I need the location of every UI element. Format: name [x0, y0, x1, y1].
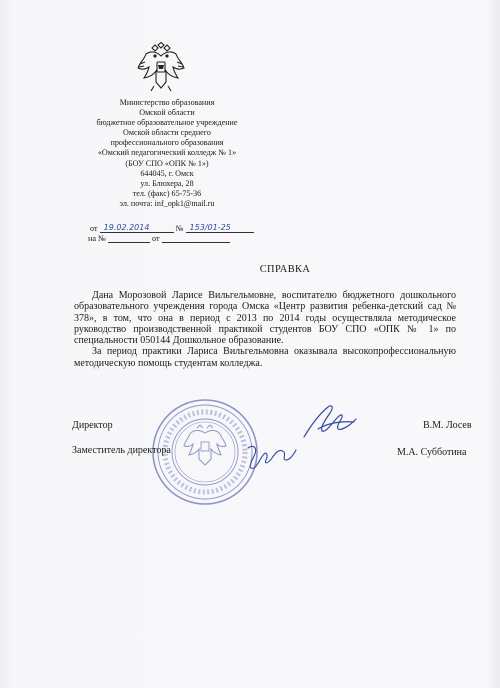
director-title: Директор	[72, 420, 113, 431]
document-title: СПРАВКА	[259, 264, 311, 275]
header-line: 644045, г. Омск	[140, 168, 194, 178]
number-field	[186, 223, 254, 233]
body-paragraph: Дана Морозовой Ларисе Вильгельмовне, воспитателю бюджетного дошкольного образовательного учреждения города Омска «Центр развития ребенка-детский сад № 378», в том, что она в период с 2013 по 2014 годы осуществляла методическое руководство производственной практикой студентов БОУ СПО «ОПК № 1» по специальности 050144 Дошкольное образование.	[74, 290, 456, 347]
header-line: «Омский педагогический колледж № 1»	[97, 148, 237, 158]
date-field	[100, 223, 174, 233]
deputy-name: М.А. Субботина	[397, 447, 467, 458]
handwritten-number: 153/01-25	[189, 223, 231, 232]
header-line: тел. (факс) 65-75-36	[132, 188, 202, 198]
header-line: бюджетное образовательное учреждение	[96, 118, 238, 128]
header-line: профессионального образования	[110, 138, 224, 148]
coat-of-arms-icon	[134, 42, 188, 94]
registration-reference-line	[88, 233, 230, 243]
on-from-label: от	[151, 234, 160, 243]
header-line: Омской области	[139, 108, 195, 118]
director-signature	[300, 401, 360, 443]
body-paragraph: За период практики Лариса Вильгельмовна оказывала высокопрофессиональную методическую помощь студентам колледжа.	[74, 346, 456, 369]
on-number-label: на №	[88, 234, 106, 243]
header-line: эл. почта: inf_opk1@mail.ru	[119, 198, 215, 208]
deputy-title: Заместитель директора	[72, 445, 171, 456]
registration-date-line	[90, 223, 254, 233]
document-body	[74, 290, 456, 369]
reference-date-field	[162, 233, 230, 243]
header-line: Омской области среднего	[123, 128, 211, 138]
deputy-signature	[240, 440, 300, 476]
from-label: от	[90, 224, 98, 233]
header-line: Министерство образования	[119, 98, 215, 107]
number-label: №	[175, 224, 184, 233]
institution-header	[95, 98, 239, 209]
reference-number-field	[108, 233, 150, 243]
director-name: В.М. Лосев	[423, 420, 472, 431]
header-line: (БОУ СПО «ОПК № 1»)	[125, 158, 209, 168]
handwritten-date: 19.02.2014	[103, 223, 150, 232]
header-line: ул. Блюхера, 28	[140, 178, 194, 188]
